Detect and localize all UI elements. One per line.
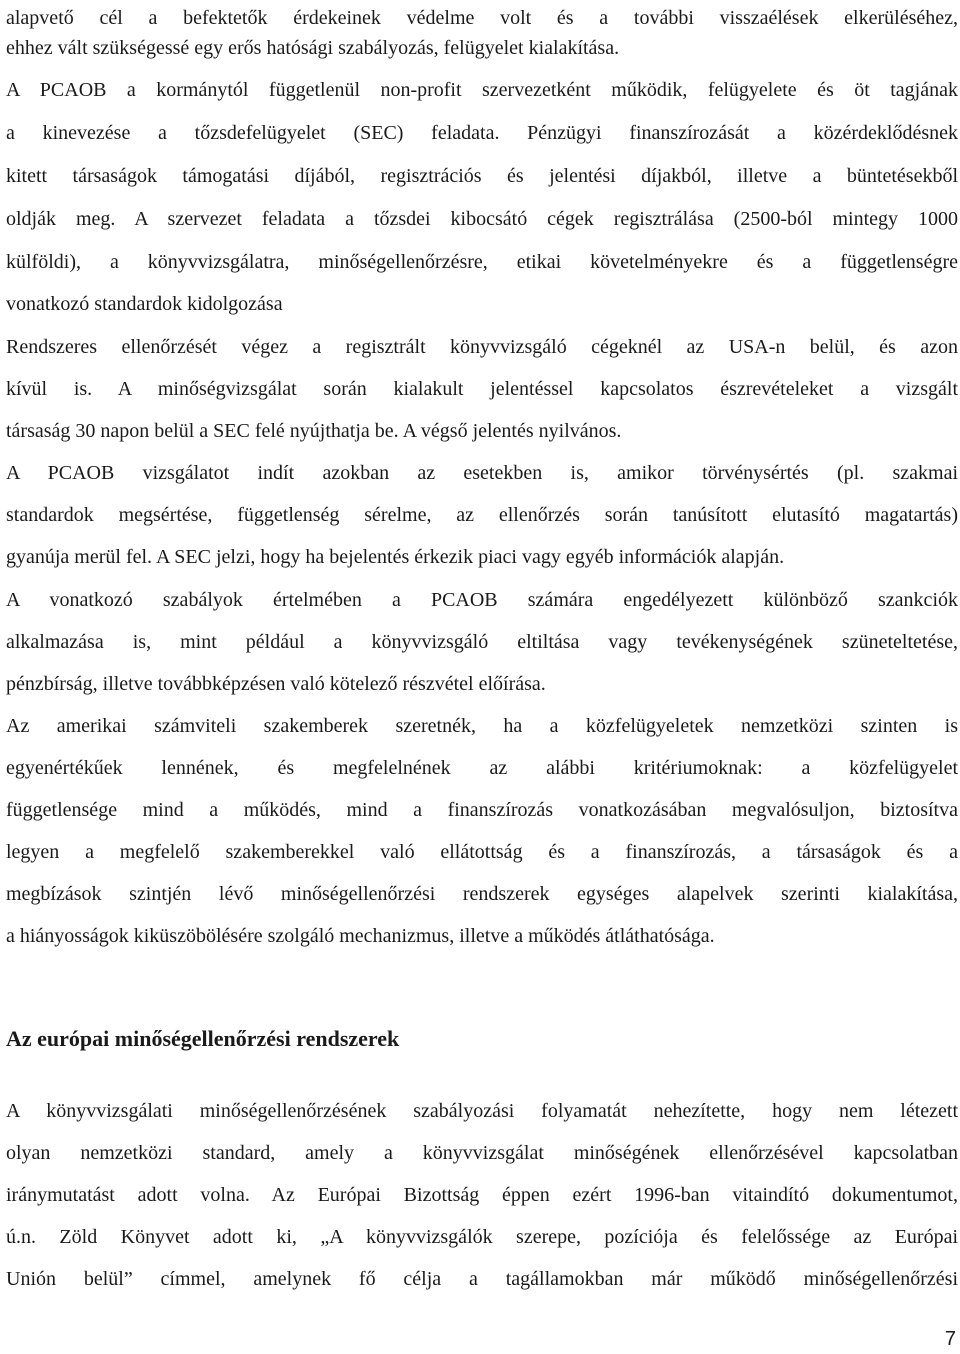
text-line: alkalmazása is, mint például a könyvvizsgáló eltiltása vagy tevékenységének szüneteltetése, [6, 631, 958, 653]
text-line: legyen a megfelelő szakemberekkel való ellátottság és a finanszírozás, a társaságok és a [6, 841, 958, 863]
text-line: megbízások szintjén lévő minőségellenőrzési rendszerek egységes alapelvek szerinti kialakítása, [6, 883, 958, 905]
text-line: egyenértékűek lennének, és megfelelnének az alábbi kritériumoknak: a közfelügyelet [6, 757, 958, 779]
section-heading: Az európai minőségellenőrzési rendszerek [6, 1026, 400, 1051]
text-line: pénzbírság, illetve továbbképzésen való kötelező részvétel előírása. [6, 673, 546, 695]
text-line: vonatkozó standardok kidolgozása [6, 293, 283, 315]
text-line: A PCAOB a kormánytól függetlenül non-profit szervezetként működik, felügyelete és öt tagjának [6, 79, 958, 101]
text-line: kitett társaságok támogatási díjából, regisztrációs és jelentési díjakból, illetve a büntetésekből [6, 165, 958, 187]
text-line: kívül is. A minőségvizsgálat során kialakult jelentéssel kapcsolatos észrevételeket a vizsgált [6, 378, 958, 400]
page-number: 7 [944, 1328, 956, 1350]
text-line: társaság 30 napon belül a SEC felé nyújthatja be. A végső jelentés nyilvános. [6, 420, 622, 442]
text-line: a hiányosságok kiküszöbölésére szolgáló mechanizmus, illetve a működés átláthatósága. [6, 925, 715, 947]
text-line: olyan nemzetközi standard, amely a könyvvizsgálat minőségének ellenőrzésével kapcsolatban [6, 1142, 958, 1164]
text-line: iránymutatást adott volna. Az Európai Bizottság éppen ezért 1996-ban vitaindító dokumentumot, [6, 1184, 958, 1206]
text-line: ehhez vált szükségessé egy erős hatósági szabályozás, felügyelet kialakítása. [6, 37, 620, 59]
text-line: A könyvvizsgálati minőségellenőrzésének szabályozási folyamatát nehezítette, hogy nem létezett [6, 1100, 958, 1122]
text-line: Az amerikai számviteli szakemberek szeretnék, ha a közfelügyeletek nemzetközi szinten is [6, 715, 958, 737]
text-line: A vonatkozó szabályok értelmében a PCAOB számára engedélyezett különböző szankciók [6, 589, 958, 611]
text-line: standardok megsértése, függetlenség sérelme, az ellenőrzés során tanúsított elutasító magatartás) [6, 504, 958, 526]
text-line: külföldi), a könyvvizsgálatra, minőségellenőrzésre, etikai követelményekre és a függetlenségre [6, 251, 958, 273]
text-line: oldják meg. A szervezet feladata a tőzsdei kibocsátó cégek regisztrálása (2500-ból mintegy 1000 [6, 208, 958, 230]
text-line: A PCAOB vizsgálatot indít azokban az esetekben is, amikor törvénysértés (pl. szakmai [6, 462, 958, 484]
text-line: gyanúja merül fel. A SEC jelzi, hogy ha bejelentés érkezik piaci vagy egyéb információk alapján. [6, 546, 785, 568]
text-line: alapvető cél a befektetők érdekeinek védelme volt és a további visszaélések elkerüléséhez, [6, 7, 958, 29]
text-line: függetlensége mind a működés, mind a finanszírozás vonatkozásában megvalósuljon, biztosítva [6, 799, 958, 821]
text-line: Rendszeres ellenőrzését végez a regisztrált könyvvizsgáló cégeknél az USA-n belül, és azon [6, 336, 958, 358]
text-line: Unión belül” címmel, amelynek fő célja a tagállamokban már működő minőségellenőrzési [6, 1268, 958, 1290]
text-line: ú.n. Zöld Könyvet adott ki, „A könyvvizsgálók szerepe, pozíciója és felelőssége az Európai [6, 1226, 958, 1248]
text-line: a kinevezése a tőzsdefelügyelet (SEC) feladata. Pénzügyi finanszírozását a közérdeklődésnek [6, 122, 958, 144]
